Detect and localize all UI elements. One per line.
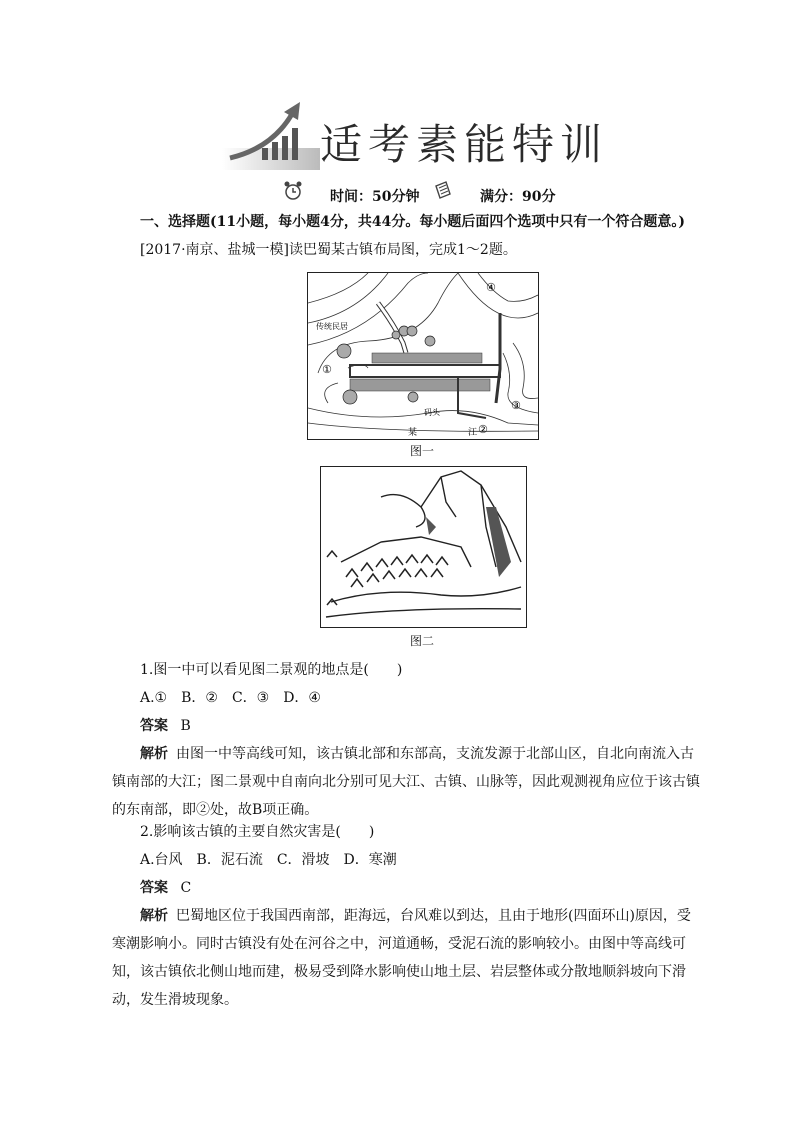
analysis-label: 解析	[140, 746, 168, 762]
answer-value: B	[180, 718, 191, 734]
question-1-options: A.① B．② C．③ D．④	[140, 690, 321, 706]
point-1: ①	[322, 363, 332, 376]
time-score-bar	[282, 180, 582, 206]
point-4: ④	[486, 281, 496, 294]
header-banner	[222, 98, 609, 172]
figure-2-caption: 图二	[409, 634, 434, 648]
point-3: ③	[511, 399, 521, 412]
question-1-answer	[140, 712, 700, 740]
section-heading: 一、选择题(11小题，每小题4分，共44分。每小题后面四个选项中只有一个符合题意。)	[140, 214, 685, 230]
paper-icon	[432, 180, 454, 202]
answer-label: 答案	[140, 880, 168, 896]
answer-label: 答案	[140, 718, 168, 734]
answer-value: C	[180, 880, 192, 896]
question-2-stem: 2.影响该古镇的主要自然灾害是( )	[140, 824, 375, 840]
time-limit: 时间：50分钟	[330, 189, 420, 205]
river-label-left: 某	[408, 428, 418, 438]
figure-2-sketch	[320, 466, 527, 628]
traditional-houses-label: 传统民居	[316, 322, 348, 331]
growth-arrow-icon	[222, 98, 320, 172]
analysis-text: 由图一中等高线可知，该古镇北部和东部高，支流发源于北部山区，自北向南流入古镇南部的大江；图二景观中自南向北分别可见大江、古镇、山脉等，因此观测视角应位于该古镇的东南部，即②处，故B项正确。	[112, 746, 700, 818]
question-2-answer	[140, 874, 700, 902]
figure-1-caption: 图一	[409, 444, 434, 458]
wharf-label: 码头	[424, 408, 440, 417]
full-score: 满分：90分	[480, 189, 556, 205]
banner-title: 适考素能特训	[320, 120, 609, 169]
alarm-clock-icon	[282, 180, 304, 202]
analysis-text: 巴蜀地区位于我国西南部，距海远，台风难以到达，且由于地形(四面环山)原因，受寒潮影响小。同时古镇没有处在河谷之中，河道通畅，受泥石流的影响较小。由图中等高线可知，该古镇依北侧山地而建，极易受到降水影响使山地土层、岩层整体或分散地顺斜坡向下滑动，发生滑坡现象。	[112, 908, 691, 1008]
question-1-analysis	[112, 740, 702, 824]
question-2-analysis	[112, 902, 702, 1014]
question-1-stem: 1.图一中可以看见图二景观的地点是( )	[140, 662, 403, 678]
analysis-label: 解析	[140, 908, 168, 924]
question-2-options: A.台风 B．泥石流 C．滑坡 D．寒潮	[140, 852, 397, 868]
figure-1-map	[307, 272, 539, 440]
river-label-right: 江	[468, 428, 478, 438]
intro-text: [2017·南京、盐城一模]读巴蜀某古镇布局图，完成1～2题。	[140, 242, 517, 258]
point-2: ②	[478, 423, 488, 436]
